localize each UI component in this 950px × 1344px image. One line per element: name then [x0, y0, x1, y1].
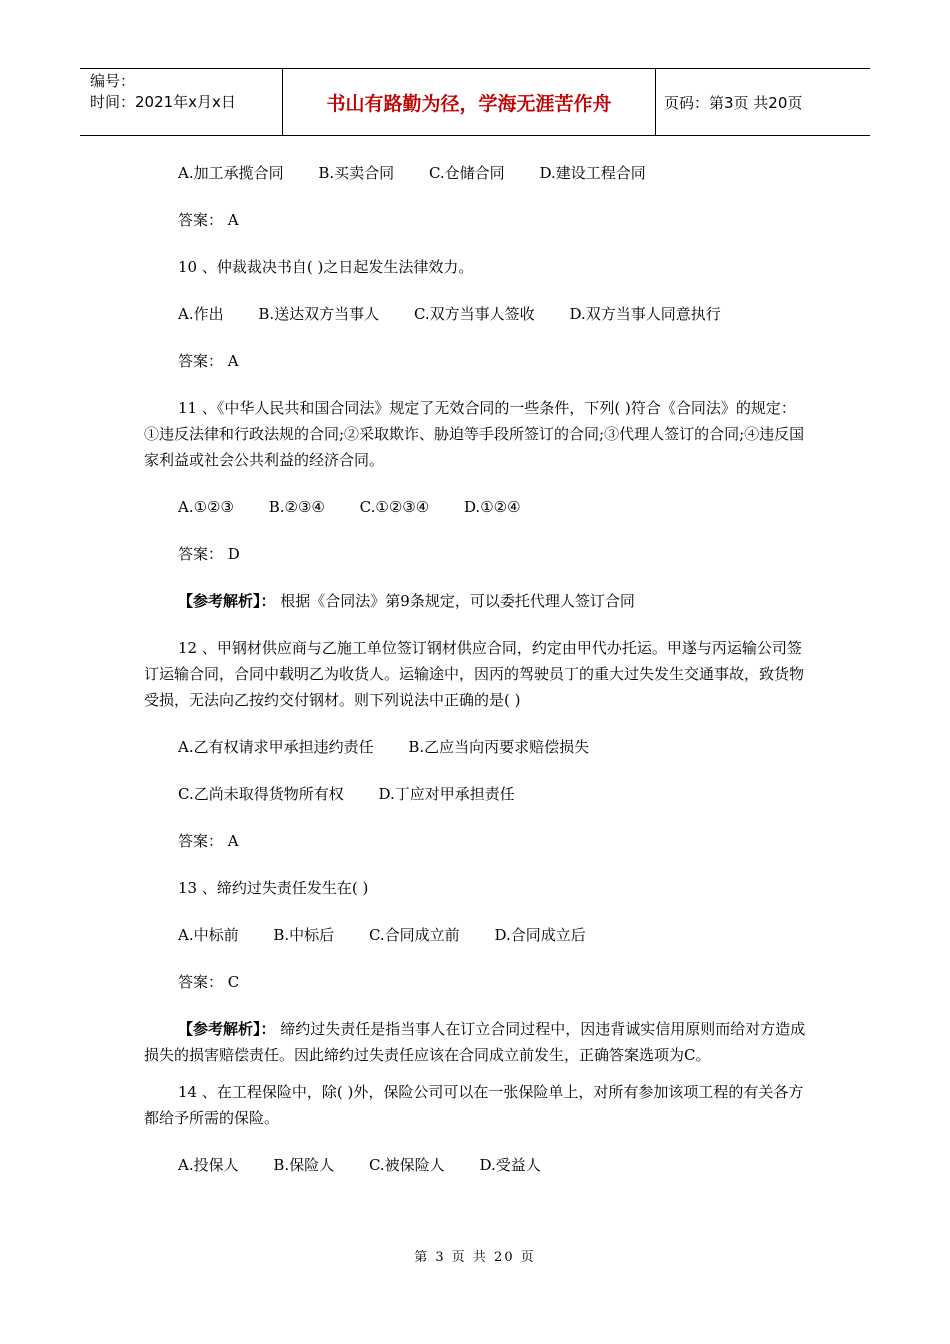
- option: A.①②③: [178, 498, 234, 516]
- analysis-label: 【参考解析】：: [178, 592, 276, 610]
- q12-question: 12 、甲钢材供应商与乙施工单位签订钢材供应合同，约定由甲代办托运。甲遂与丙运输公司签订运输合同，合同中载明乙为收货人。运输途中，因丙的驾驶员丁的重大过失发生交通事故，致货物受损，无法向乙按约交付钢材。则下列说法中正确的是( ): [144, 639, 805, 709]
- option: B.乙应当向丙要求赔偿损失: [408, 738, 590, 756]
- header-motto: 书山有路勤为径，学海无涯苦作舟: [282, 69, 656, 135]
- q10-question: 10 、仲裁裁决书自( )之日起发生法律效力。: [178, 258, 474, 276]
- header-meta: [80, 69, 282, 135]
- q13-options: [144, 912, 809, 959]
- page-footer: 第 3 页 共 20 页: [414, 1250, 536, 1265]
- option: A.投保人: [178, 1156, 239, 1174]
- option: B.②③④: [268, 498, 325, 516]
- document-body: [144, 150, 809, 1189]
- option: D.合同成立后: [494, 926, 586, 944]
- q12-answer: 答案： A: [178, 832, 239, 850]
- option: D.建设工程合同: [539, 164, 646, 182]
- option: D.受益人: [479, 1156, 541, 1174]
- option: A.作出: [178, 305, 224, 323]
- option: B.买卖合同: [318, 164, 395, 182]
- analysis-text: 根据《合同法》第9条规定，可以委托代理人签订合同: [275, 592, 635, 610]
- option: B.中标后: [273, 926, 335, 944]
- option: B.保险人: [273, 1156, 335, 1174]
- q12-options-row2: [144, 771, 809, 818]
- q11-options: [144, 484, 809, 531]
- q10-options: [144, 291, 809, 338]
- analysis-label: 【参考解析】：: [178, 1020, 276, 1038]
- option: C.乙尚未取得货物所有权: [178, 785, 344, 803]
- q12-options-row1: [144, 724, 809, 771]
- option: C.①②③④: [359, 498, 430, 516]
- q10-answer: 答案： A: [178, 352, 239, 370]
- q9-options: [144, 150, 809, 197]
- option: A.加工承揽合同: [178, 164, 284, 182]
- option: A.中标前: [178, 926, 239, 944]
- q14-options: [144, 1142, 809, 1189]
- option: D.丁应对甲承担责任: [378, 785, 515, 803]
- header-time-label: 时间：2021年x月x日: [90, 93, 236, 111]
- q11-analysis: [144, 578, 809, 625]
- option: D.双方当事人同意执行: [569, 305, 721, 323]
- option: C.双方当事人签收: [413, 305, 535, 323]
- option: A.乙有权请求甲承担违约责任: [178, 738, 374, 756]
- q11-question: 11 、《中华人民共和国合同法》规定了无效合同的一些条件，下列( )符合《合同法》的规定：①违反法律和行政法规的合同;②采取欺诈、胁迫等手段所签订的合同;③代理人签订的合同;④违反国家利益或社会公共利益的经济合同。: [144, 399, 805, 469]
- page-header: [80, 68, 870, 136]
- option: C.被保险人: [368, 1156, 445, 1174]
- q9-answer: 答案： A: [178, 211, 239, 229]
- q11-answer: 答案： D: [178, 545, 240, 563]
- header-number-label: 编号：: [90, 72, 136, 90]
- analysis-text: 缔约过失责任是指当事人在订立合同过程中，因违背诚实信用原则而给对方造成损失的损害赔偿责任。因此缔约过失责任应该在合同成立前发生，正确答案选项为C。: [144, 1020, 806, 1064]
- q14-question: 14 、在工程保险中，除( )外，保险公司可以在一张保险单上，对所有参加该项工程的有关各方都给予所需的保险。: [144, 1083, 804, 1127]
- q13-answer: 答案： C: [178, 973, 240, 991]
- option: C.合同成立前: [368, 926, 460, 944]
- q13-analysis: [144, 1016, 809, 1068]
- option: B.送达双方当事人: [258, 305, 380, 323]
- q13-question: 13 、缔约过失责任发生在( ): [178, 879, 369, 897]
- header-page-info: 页码：第3页 共20页: [664, 93, 803, 112]
- option: C.仓储合同: [428, 164, 505, 182]
- option: D.①②④: [463, 498, 521, 516]
